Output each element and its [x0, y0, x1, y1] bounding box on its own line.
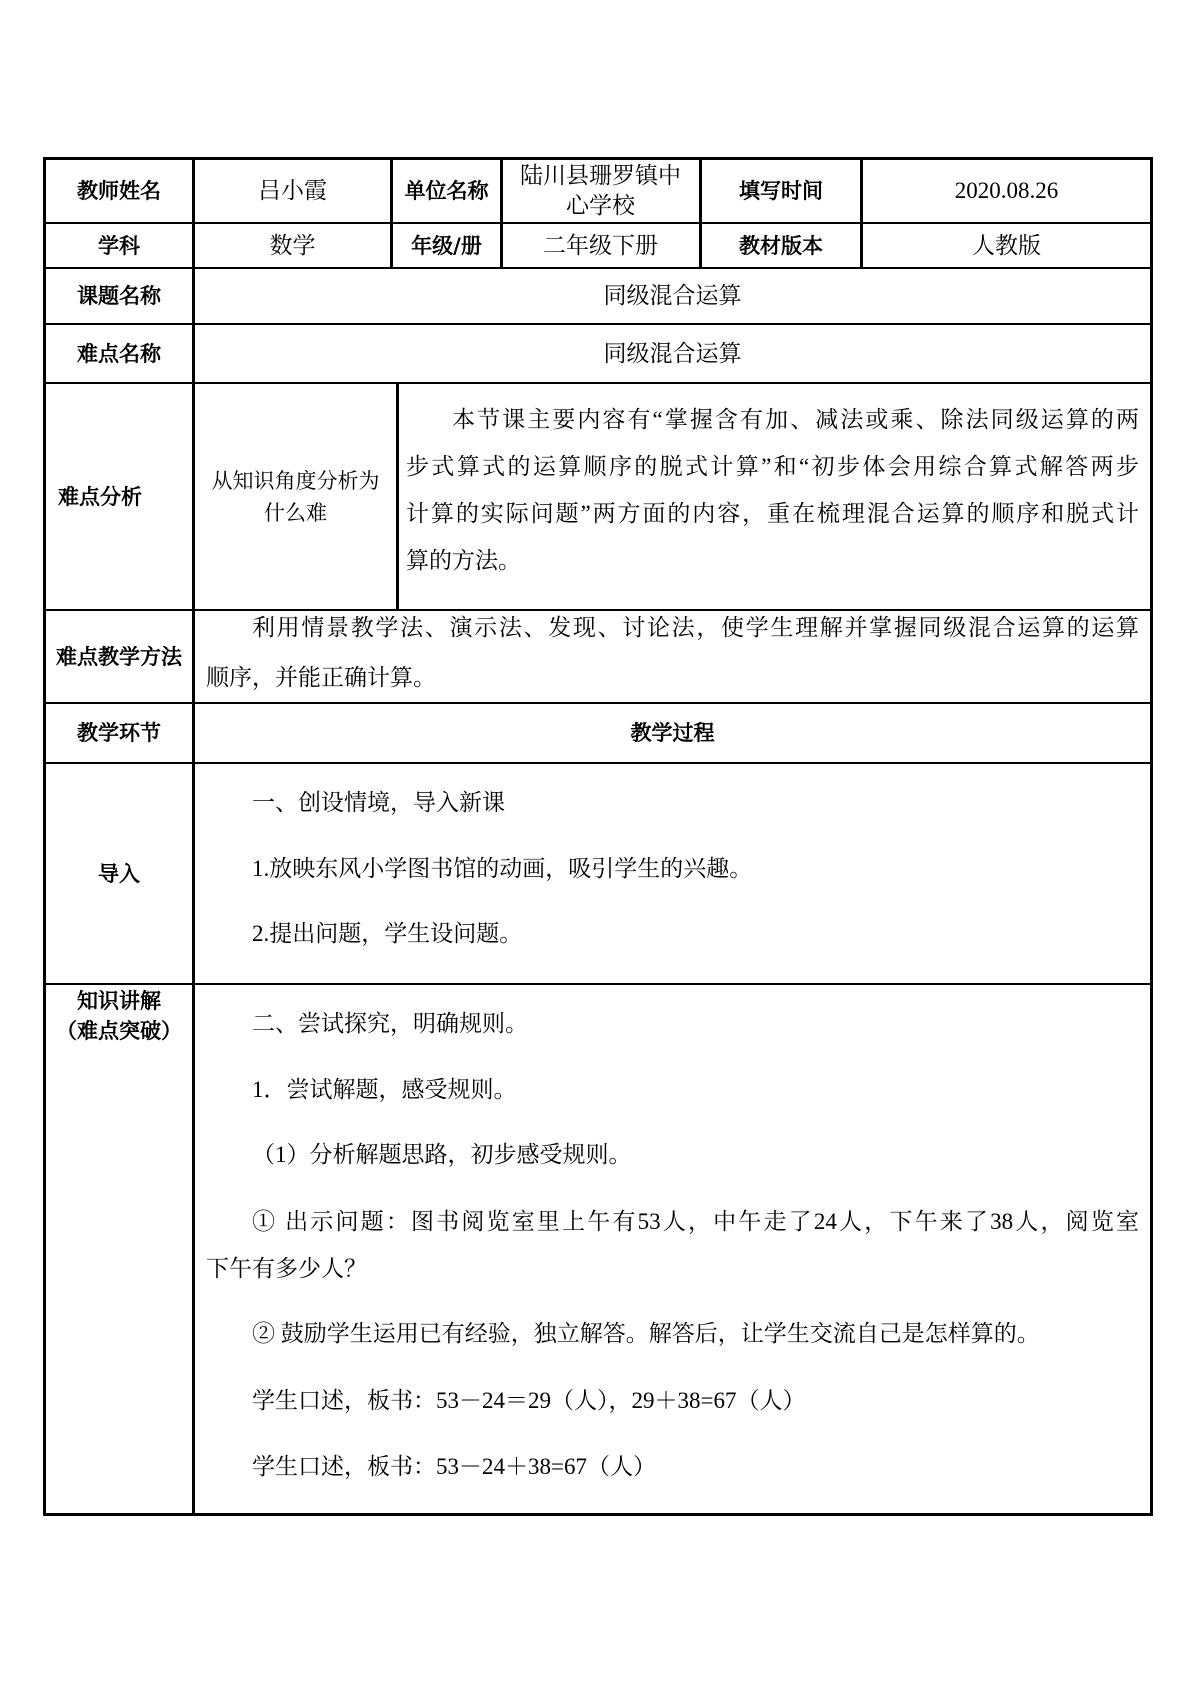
- explanation-line: （1）分析解题思路，初步感受规则。: [252, 1142, 632, 1167]
- explanation-line: 1．尝试解题，感受规则。: [252, 1077, 517, 1102]
- analysis-line: 本节课主要内容有“掌握含有加、减法或乘、除法同级运算的两: [452, 407, 1139, 432]
- stage-explanation-label: 知识讲解: [77, 989, 161, 1013]
- table-bottom-border: [43, 1513, 1153, 1516]
- unit-name-cell: [502, 160, 699, 222]
- fill-date-value: 2020.08.26: [954, 178, 1059, 203]
- column-divider: [396, 382, 399, 611]
- stage-explanation-sublabel: （难点突破）: [56, 1019, 182, 1043]
- explanation-line: 下午有多少人？: [206, 1256, 367, 1281]
- teaching-method-line: 利用情景教学法、演示法、发现、讨论法，使学生理解并掌握同级混合运算的运算: [252, 615, 1139, 640]
- subject-label: 学科: [98, 233, 140, 258]
- intro-line: 1.放映东风小学图书馆的动画，吸引学生的兴趣。: [252, 856, 753, 881]
- grade-value: 二年级下册: [543, 232, 658, 258]
- row-divider: [43, 609, 1153, 611]
- textbook-label: 教材版本: [739, 233, 823, 258]
- textbook-value: 人教版: [972, 232, 1041, 258]
- process-column-header: 教学过程: [630, 721, 715, 745]
- stage-column-header: 教学环节: [77, 721, 161, 745]
- table-right-border: [1150, 157, 1153, 1516]
- analysis-line: 步式算式的运算顺序的脱式计算”和“初步体会用综合算式解答两步: [406, 454, 1139, 479]
- grade-label: 年级/册: [411, 233, 482, 258]
- topic-value: 同级混合运算: [603, 283, 742, 308]
- intro-line: 2.提出问题，学生设问题。: [252, 921, 523, 946]
- analysis-line: 算的方法。: [406, 548, 521, 573]
- teaching-method-line: 顺序，并能正确计算。: [206, 665, 436, 690]
- topic-label: 课题名称: [77, 284, 161, 308]
- explanation-line: ① 出示问题：图书阅览室里上午有53人，中午走了24人，下午来了38人，阅览室: [252, 1209, 1139, 1234]
- difficulty-analysis-label: 难点分析: [58, 484, 142, 509]
- teaching-method-label: 难点教学方法: [56, 644, 182, 669]
- teacher-name-label: 教师姓名: [77, 179, 161, 203]
- explanation-line: ② 鼓励学生运用已有经验，独立解答。解答后，让学生交流自己是怎样算的。: [252, 1321, 1040, 1346]
- perspective-label: 从知识角度分析为什么难: [211, 468, 380, 525]
- row-divider: [43, 762, 1153, 764]
- teacher-name-value: 吕小霞: [258, 178, 327, 203]
- unit-name-label: 单位名称: [404, 179, 489, 203]
- difficulty-name-label: 难点名称: [77, 341, 161, 366]
- analysis-line: 计算的实际问题”两方面的内容，重在梳理混合运算的顺序和脱式计: [406, 501, 1139, 526]
- explanation-line: 学生口述，板书：53－24＝29（人），29＋38=67（人）: [252, 1388, 806, 1413]
- fill-date-label: 填写时间: [739, 179, 823, 203]
- subject-value: 数学: [269, 232, 316, 258]
- perspective-cell: [195, 384, 396, 609]
- difficulty-name-value: 同级混合运算: [603, 340, 742, 366]
- explanation-line: 学生口述，板书：53－24＋38=67（人）: [252, 1454, 656, 1479]
- unit-name-value: 陆川县珊罗镇中心学校: [520, 163, 681, 218]
- intro-line: 一、创设情境，导入新课: [252, 790, 505, 815]
- row-divider: [43, 983, 1153, 985]
- stage-intro-label: 导入: [98, 861, 140, 886]
- explanation-line: 二、尝试探究，明确规则。: [252, 1011, 528, 1036]
